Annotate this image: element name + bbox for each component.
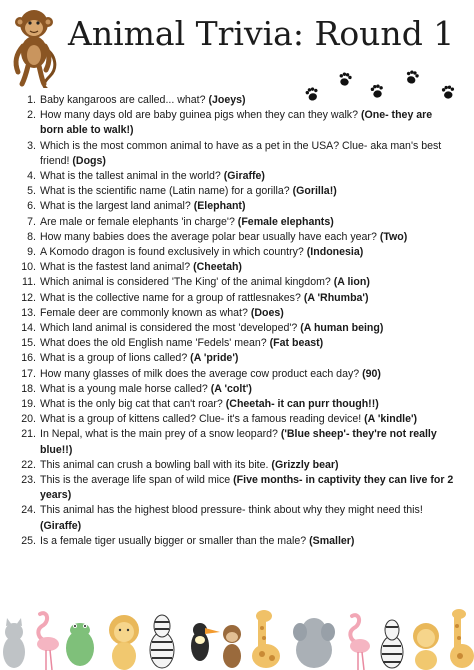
- question-answer: (One- they are born able to walk!): [40, 109, 433, 137]
- question-number: 25.: [21, 534, 36, 547]
- question-number: 13.: [21, 306, 36, 319]
- flamingo-icon: [350, 615, 370, 670]
- question-text: How many glasses of milk does the average cow product each day? (90): [40, 367, 381, 380]
- question-item: [14, 458, 454, 473]
- question-item: [14, 336, 454, 351]
- question-number: 19.: [21, 398, 36, 411]
- question-item: [14, 534, 454, 549]
- question-answer: (Cheetah): [193, 261, 242, 274]
- elephant-icon: [293, 618, 335, 668]
- question-text: What is the only big cat that can't roar? (Cheetah- it can purr though!!): [40, 398, 379, 411]
- question-number: 21.: [21, 428, 36, 441]
- question-answer: (A lion): [333, 276, 370, 289]
- question-number: 12.: [21, 291, 36, 304]
- question-text: Which is the most common animal to have as a pet in the USA? Clue- aka man's best friend! (Dogs): [40, 139, 442, 167]
- question-answer: (Fat beast): [269, 337, 324, 350]
- question-item: [14, 169, 454, 184]
- paw-print-icon: [405, 69, 420, 85]
- question-item: [14, 367, 454, 382]
- question-answer: (Smaller): [309, 534, 355, 547]
- question-number: 22.: [21, 458, 36, 471]
- question-number: 18.: [21, 382, 36, 395]
- question-item: [14, 321, 454, 336]
- question-text: A Komodo dragon is found exclusively in which country? (Indonesia): [40, 246, 364, 259]
- question-answer: (Grizzly bear): [271, 458, 339, 471]
- question-number: 10.: [21, 261, 36, 274]
- question-item: [14, 503, 454, 533]
- question-number: 16.: [21, 352, 36, 365]
- question-answer: (Indonesia): [306, 246, 364, 259]
- question-number: 11.: [22, 276, 36, 289]
- question-item: [14, 473, 454, 503]
- question-text: What is the collective name for a group of rattlesnakes? (A 'Rhumba'): [40, 291, 369, 304]
- question-answer: (A human being): [300, 322, 384, 335]
- giraffe-icon: [450, 609, 474, 668]
- question-number: 23.: [21, 474, 36, 487]
- question-text: This is the average life span of wild mice (Five months- in captivity they can live for 2 years): [40, 474, 454, 502]
- cat-icon: [3, 618, 25, 668]
- question-item: [14, 291, 454, 306]
- question-answer: (90): [362, 367, 381, 380]
- question-item: [14, 397, 454, 412]
- question-answer: (Elephant): [193, 200, 246, 213]
- question-text: What is the fastest land animal? (Cheetah): [40, 261, 242, 274]
- question-text: What is a young male horse called? (A 'colt'): [40, 382, 252, 395]
- monkey-icon: [4, 2, 62, 88]
- question-item: [14, 108, 454, 138]
- question-answer: (Two): [379, 230, 408, 243]
- zebra-icon: [150, 615, 174, 668]
- question-answer: (A 'colt'): [210, 382, 252, 395]
- lion-icon: [109, 615, 139, 670]
- lion-icon: [413, 623, 439, 670]
- question-text: Which animal is considered 'The King' of the animal kingdom? (A lion): [40, 276, 370, 289]
- question-text: Is a female tiger usually bigger or smaller than the male? (Smaller): [40, 534, 355, 547]
- question-list: [14, 93, 454, 549]
- question-answer: (Joeys): [208, 94, 246, 106]
- question-text: What is the tallest animal in the world? (Giraffe): [40, 170, 265, 183]
- flamingo-icon: [37, 613, 59, 670]
- question-answer: (Five months- in captivity they can live for 2 years): [40, 474, 454, 502]
- question-text: This animal has the highest blood pressure- think about why they might need this! (Giraffe): [40, 504, 423, 532]
- question-item: [14, 412, 454, 427]
- question-text: What is a group of lions called? (A 'pride'): [40, 352, 239, 365]
- question-item: [14, 306, 454, 321]
- question-item: [14, 382, 454, 397]
- question-answer: (A 'kindle'): [364, 413, 418, 426]
- question-text: In Nepal, what is the main prey of a snow leopard? ('Blue sheep'- they're not really blue!!): [40, 428, 437, 456]
- question-number: 4.: [27, 170, 36, 183]
- question-text: Baby kangaroos are called... what? (Joeys): [40, 94, 246, 106]
- question-item: [14, 230, 454, 245]
- question-item: [14, 93, 454, 108]
- question-text: What is the largest land animal? (Elephant): [40, 200, 246, 213]
- question-number: 9.: [27, 246, 36, 259]
- giraffe-icon: [252, 610, 280, 668]
- question-answer: ('Blue sheep'- they're not really blue!!): [40, 428, 437, 456]
- question-text: How many days old are baby guinea pigs when they can they walk? (One- they are born able to walk!): [40, 109, 433, 137]
- question-number: 5.: [27, 185, 36, 198]
- question-answer: (Dogs): [72, 154, 106, 167]
- question-item: [14, 275, 454, 290]
- question-answer: (Giraffe): [40, 519, 82, 532]
- page-title: Animal Trivia: Round 1: [68, 14, 455, 53]
- question-answer: (Does): [250, 306, 284, 319]
- question-answer: (Gorilla!): [292, 185, 337, 198]
- monkey-icon: [223, 625, 241, 668]
- question-number: 24.: [21, 504, 36, 517]
- question-text: Which land animal is considered the most 'developed'? (A human being): [40, 322, 384, 335]
- question-number: 14.: [21, 322, 36, 335]
- question-item: [14, 260, 454, 275]
- question-item: [14, 139, 454, 169]
- question-answer: (Cheetah- it can purr though!!): [225, 398, 379, 411]
- question-item: [14, 351, 454, 366]
- question-number: 7.: [27, 215, 36, 228]
- question-number: 3.: [27, 139, 36, 152]
- question-number: 15.: [21, 337, 36, 350]
- question-item: [14, 215, 454, 230]
- question-answer: (Female elephants): [237, 215, 334, 228]
- question-text: Are male or female elephants 'in charge'? (Female elephants): [40, 215, 334, 228]
- question-item: [14, 245, 454, 260]
- question-text: What is a group of kittens called? Clue- it's a famous reading device! (A 'kindle'): [40, 413, 418, 426]
- animal-border: [0, 596, 474, 670]
- toucan-icon: [191, 623, 220, 661]
- question-text: What is the scientific name (Latin name) for a gorilla? (Gorilla!): [40, 185, 337, 198]
- question-text: How many babies does the average polar bear usually have each year? (Two): [40, 230, 408, 243]
- question-number: 2.: [27, 109, 36, 122]
- question-answer: (A 'Rhumba'): [303, 291, 369, 304]
- question-number: 6.: [27, 200, 36, 213]
- crocodile-icon: [66, 623, 94, 666]
- paw-print-icon: [338, 72, 352, 87]
- question-number: 1.: [27, 94, 36, 106]
- question-number: 8.: [27, 230, 36, 243]
- question-text: This animal can crush a bowling ball with its bite. (Grizzly bear): [40, 458, 339, 471]
- question-number: 20.: [21, 413, 36, 426]
- zebra-icon: [381, 620, 403, 668]
- question-item: [14, 199, 454, 214]
- question-text: What does the old English name 'Fedels' mean? (Fat beast): [40, 337, 324, 350]
- question-number: 17.: [21, 367, 36, 380]
- question-answer: (A 'pride'): [190, 352, 239, 365]
- question-answer: (Giraffe): [223, 170, 265, 183]
- question-item: [14, 184, 454, 199]
- question-item: [14, 427, 454, 457]
- question-text: Female deer are commonly known as what? (Does): [40, 306, 284, 319]
